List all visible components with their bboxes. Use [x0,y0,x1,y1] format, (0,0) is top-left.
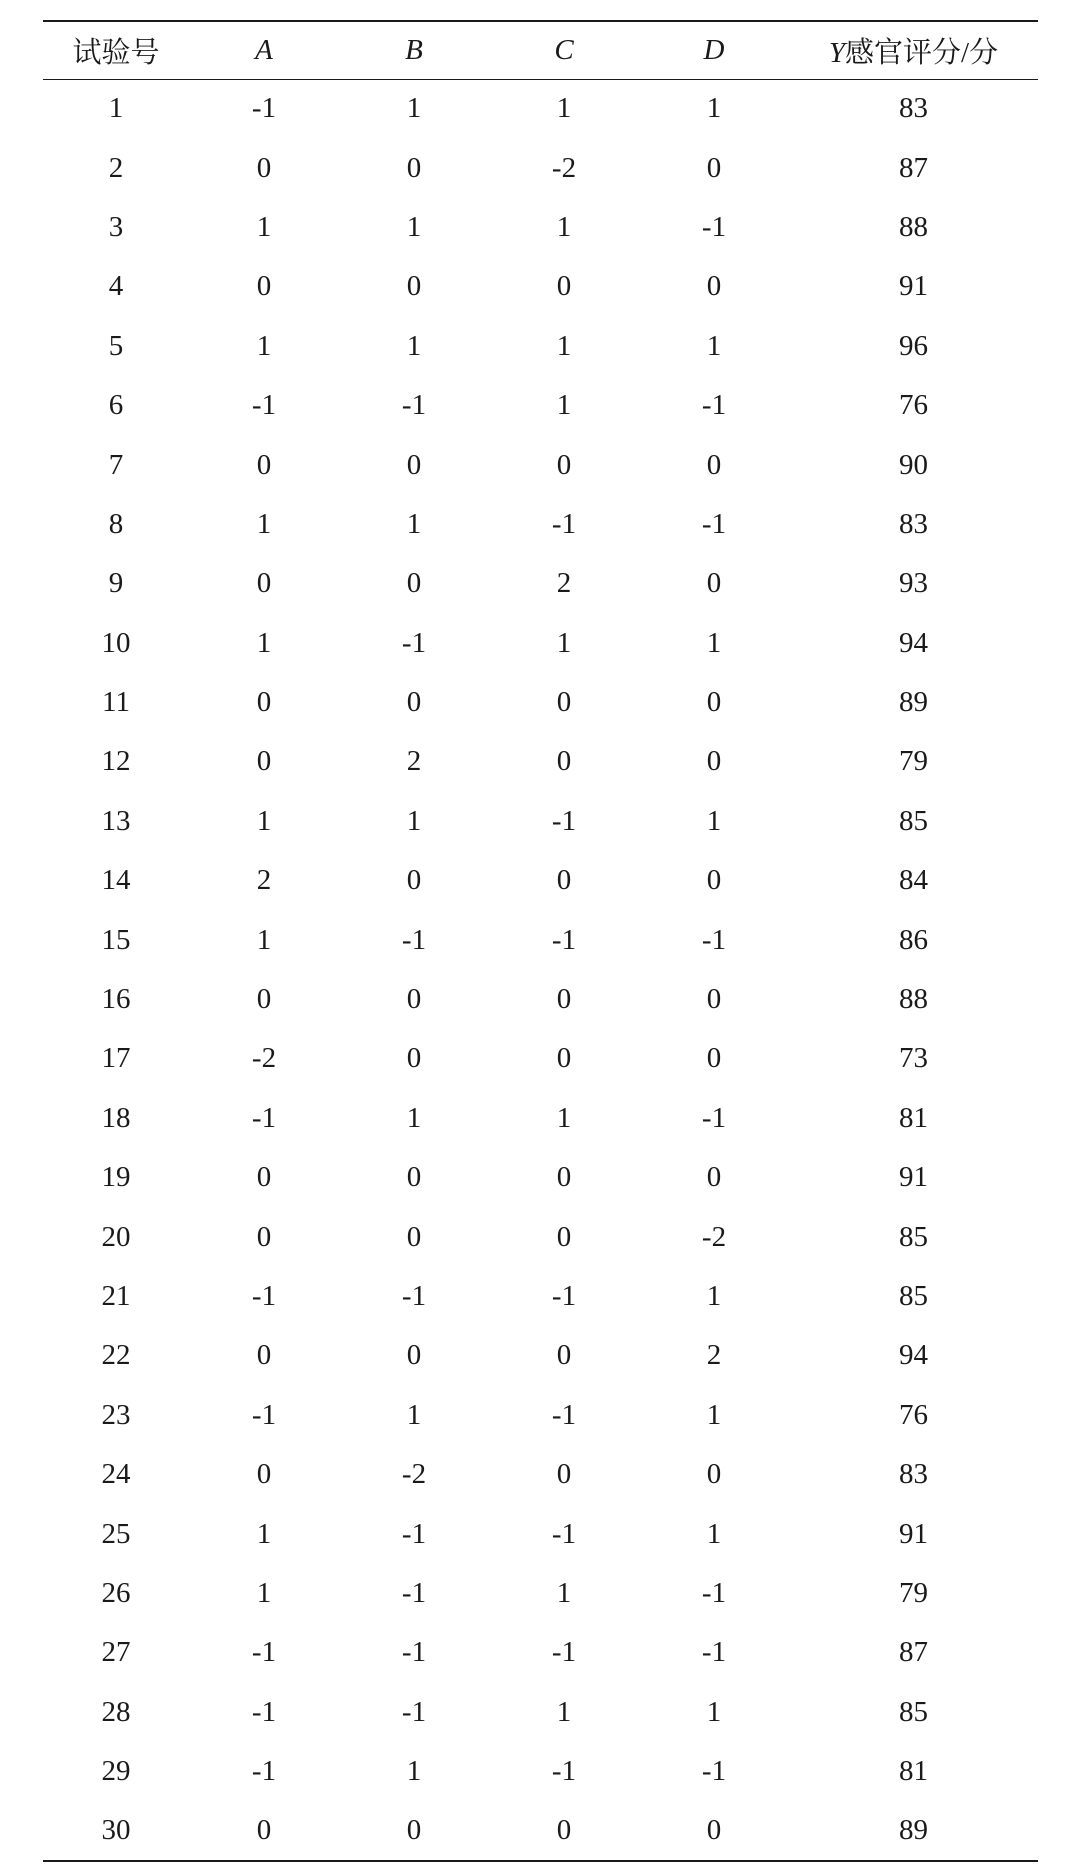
factor-b-cell: 0 [339,1801,489,1860]
trial-number-cell: 4 [108,270,124,303]
factor-b-cell: 0 [406,270,422,303]
factor-b-cell: -1 [401,1576,427,1609]
factor-b-cell: -1 [401,1517,427,1550]
factor-b-cell: 1 [406,1398,422,1431]
factor-b-cell: 1 [406,1755,422,1788]
trial-number-cell: 19 [101,1161,131,1194]
header-factor-b: B [339,21,489,79]
sensory-score-cell: 90 [899,448,928,481]
factor-a-cell: 1 [256,210,272,243]
sensory-score-cell: 87 [899,1636,928,1669]
header-y-label: 感官评分/分 [845,36,999,69]
factor-c-cell: -1 [551,1755,577,1788]
sensory-score-cell: 85 [899,1220,928,1253]
factor-d-cell: 0 [706,745,722,778]
factor-c-cell: -1 [551,923,577,956]
trial-number-cell: 9 [108,567,124,600]
table-row [43,1326,1038,1385]
factor-b-cell: -1 [401,1695,427,1728]
sensory-score-cell: 83 [899,92,928,125]
table-row [43,1801,1038,1860]
sensory-score-cell: 89 [899,686,928,719]
sensory-score-cell: 81 [899,1755,928,1788]
sensory-score-cell: 86 [899,923,928,956]
factor-d-cell: 1 [706,1280,722,1312]
factor-a-cell: -1 [251,1636,277,1669]
trial-number-cell: 22 [101,1339,131,1372]
factor-d-cell: 1 [706,329,722,362]
factor-b-cell: 0 [406,864,422,897]
table-row [43,970,1038,1029]
factor-d-cell: 0 [706,1161,722,1194]
factor-a-cell: 0 [256,448,272,481]
factor-b-cell: 0 [406,1042,422,1075]
table-row [43,1564,1038,1623]
factor-d-cell: 1 [706,1517,722,1550]
factor-c-cell: -1 [551,804,577,837]
trial-number-cell: 21 [101,1280,131,1312]
sensory-score-cell: 91 [899,270,928,303]
factor-c-cell: 0 [556,686,572,719]
factor-c-cell: 0 [556,983,572,1016]
table-header [43,21,1038,79]
sensory-score-cell: 91 [899,1161,928,1194]
table-row [43,614,1038,673]
sensory-score-cell: 76 [899,389,928,422]
header-row [43,21,1038,79]
factor-d-cell: 0 [706,1042,722,1075]
factor-a-cell: 1 [256,1517,272,1550]
factor-a-cell: -1 [251,1695,277,1728]
factor-c-cell: 1 [556,1576,572,1609]
trial-number-cell: 23 [101,1398,131,1431]
factor-a-cell: -1 [251,1398,277,1431]
factor-a-cell: 0 [256,567,272,600]
sensory-score-cell: 85 [899,804,928,837]
factor-a-cell: 1 [256,923,272,956]
factor-c-cell: 1 [556,92,572,125]
trial-number-cell: 16 [101,983,131,1016]
sensory-score-cell: 89 [789,1801,1038,1860]
factor-c-cell: -1 [551,1280,577,1312]
table-row [43,792,1038,851]
table-row [43,1207,1038,1266]
factor-b-cell: 1 [406,210,422,243]
factor-c-cell: 0 [556,864,572,897]
design-table-container [43,20,1038,1862]
factor-b-cell: 2 [406,745,422,778]
factor-d-cell: 0 [706,1458,722,1491]
factor-b-cell: 1 [406,1101,422,1134]
factor-c-cell: 0 [489,1801,639,1860]
table-row [43,79,1038,138]
factor-c-cell: 0 [556,1161,572,1194]
trial-number-cell: 8 [108,507,124,540]
factor-b-cell: -1 [401,389,427,422]
sensory-score-cell: 85 [899,1695,928,1728]
factor-d-cell: 0 [706,864,722,897]
factor-a-cell: -1 [251,92,277,125]
factor-a-cell: 0 [256,1458,272,1491]
factor-a-cell: 2 [256,864,272,897]
table-row [43,317,1038,376]
trial-number-cell: 17 [101,1042,131,1075]
table-row [43,732,1038,791]
factor-d-cell: -1 [701,923,727,956]
table-row [43,1742,1038,1801]
factor-d-cell: 0 [706,151,722,184]
factor-b-cell: 1 [406,329,422,362]
factor-d-cell: -1 [701,1636,727,1669]
trial-number-cell: 3 [108,210,124,243]
design-table [43,20,1038,1862]
factor-d-cell: 0 [706,448,722,481]
table-row [43,673,1038,732]
factor-a-cell: 0 [256,686,272,719]
factor-c-cell: 1 [556,329,572,362]
factor-a-cell: 0 [256,1220,272,1253]
factor-c-cell: 1 [556,1695,572,1728]
factor-a-cell: -1 [251,389,277,422]
factor-c-cell: 0 [556,1458,572,1491]
sensory-score-cell: 94 [899,626,928,659]
factor-d-cell: 0 [706,686,722,719]
table-row [43,1386,1038,1445]
factor-b-cell: 0 [406,151,422,184]
header-factor-a: A [189,21,339,79]
factor-a-cell: 1 [256,626,272,659]
table-row [43,910,1038,969]
sensory-score-cell: 87 [899,151,928,184]
factor-c-cell: -2 [551,151,577,184]
sensory-score-cell: 81 [899,1101,928,1134]
sensory-score-cell: 93 [899,567,928,600]
factor-b-cell: -1 [401,1280,427,1312]
trial-number-cell: 29 [101,1755,131,1788]
factor-d-cell: -1 [701,1755,727,1788]
factor-a-cell: -1 [251,1280,277,1312]
factor-c-cell: -1 [551,1636,577,1669]
factor-d-cell: 1 [706,1695,722,1728]
factor-c-cell: 0 [556,1220,572,1253]
factor-b-cell: 0 [406,1161,422,1194]
header-factor-d: D [639,21,789,79]
factor-d-cell: -1 [701,507,727,540]
factor-d-cell: -1 [701,1576,727,1609]
table-row [43,138,1038,197]
factor-d-cell: -1 [701,210,727,243]
table-body [43,79,1038,1861]
sensory-score-cell: 96 [899,329,928,362]
factor-b-cell: -2 [401,1458,427,1491]
table-row [43,1683,1038,1742]
factor-a-cell: 0 [256,151,272,184]
factor-a-cell: 0 [256,1161,272,1194]
sensory-score-cell: 83 [899,1458,928,1491]
factor-c-cell: 0 [556,270,572,303]
trial-number-cell: 15 [101,923,131,956]
table-row [43,435,1038,494]
sensory-score-cell: 79 [899,1576,928,1609]
factor-b-cell: 1 [406,92,422,125]
factor-d-cell: 0 [706,983,722,1016]
table-row [43,376,1038,435]
factor-c-cell: 0 [556,1042,572,1075]
factor-c-cell: 1 [556,389,572,422]
trial-number-cell: 12 [101,745,131,778]
trial-number-cell: 18 [101,1101,131,1134]
factor-b-cell: 1 [406,507,422,540]
factor-b-cell: -1 [401,1636,427,1669]
factor-c-cell: -1 [551,1398,577,1431]
header-trial-number: 试验号 [43,21,189,79]
trial-number-cell: 11 [102,686,130,719]
sensory-score-cell: 88 [899,210,928,243]
sensory-score-cell: 88 [899,983,928,1016]
factor-b-cell: 0 [406,1339,422,1372]
factor-a-cell: 1 [256,1576,272,1609]
factor-d-cell: 0 [706,567,722,600]
factor-b-cell: -1 [401,626,427,659]
trial-number-cell: 6 [108,389,124,422]
table-row [43,851,1038,910]
factor-d-cell: 2 [706,1339,722,1372]
factor-d-cell: -1 [701,389,727,422]
table-row [43,554,1038,613]
trial-number-cell: 14 [101,864,131,897]
header-sensory-score [789,21,1038,79]
factor-a-cell: -2 [251,1042,277,1075]
sensory-score-cell: 94 [899,1339,928,1372]
factor-a-cell: 1 [256,329,272,362]
trial-number-cell: 26 [101,1576,131,1609]
trial-number-cell: 5 [108,329,124,362]
trial-number-cell: 28 [101,1695,131,1728]
factor-c-cell: -1 [551,507,577,540]
factor-c-cell: 1 [556,626,572,659]
factor-d-cell: 1 [706,92,722,125]
header-factor-c: C [489,21,639,79]
factor-a-cell: 0 [256,983,272,1016]
table-row [43,1029,1038,1088]
trial-number-cell: 30 [43,1801,189,1860]
factor-a-cell: 1 [256,507,272,540]
factor-d-cell: 0 [639,1801,789,1860]
header-y-variable: Y [828,36,846,69]
factor-c-cell: 0 [556,448,572,481]
trial-number-cell: 20 [101,1220,131,1253]
trial-number-cell: 10 [101,626,131,659]
factor-c-cell: 0 [556,1339,572,1372]
trial-number-cell: 13 [101,804,131,837]
trial-number-cell: 2 [108,151,124,184]
table-row [43,198,1038,257]
factor-d-cell: 0 [706,270,722,303]
factor-c-cell: 2 [556,567,572,600]
table-row [43,257,1038,316]
factor-a-cell: 0 [256,745,272,778]
factor-b-cell: 0 [406,567,422,600]
factor-a-cell: 0 [256,1339,272,1372]
sensory-score-cell: 84 [899,864,928,897]
factor-b-cell: -1 [401,923,427,956]
factor-a-cell: -1 [251,1101,277,1134]
factor-b-cell: 0 [406,983,422,1016]
table-row [43,1445,1038,1504]
sensory-score-cell: 73 [899,1042,928,1075]
factor-c-cell: -1 [551,1517,577,1550]
trial-number-cell: 25 [101,1517,131,1550]
factor-c-cell: 1 [556,1101,572,1134]
factor-b-cell: 1 [406,804,422,837]
factor-c-cell: 0 [556,745,572,778]
factor-d-cell: 1 [706,1398,722,1431]
sensory-score-cell: 83 [899,507,928,540]
factor-b-cell: 0 [406,686,422,719]
factor-d-cell: -1 [701,1101,727,1134]
table-row [43,1089,1038,1148]
table-row [43,1504,1038,1563]
factor-a-cell: 0 [256,270,272,303]
factor-d-cell: 1 [706,626,722,659]
table-row [43,495,1038,554]
factor-a-cell: 0 [189,1801,339,1860]
factor-c-cell: 1 [556,210,572,243]
sensory-score-cell: 91 [899,1517,928,1550]
trial-number-cell: 7 [108,448,124,481]
table-row [43,1148,1038,1207]
sensory-score-cell: 76 [899,1398,928,1431]
factor-d-cell: -2 [701,1220,727,1253]
factor-b-cell: 0 [406,448,422,481]
sensory-score-cell: 85 [899,1280,928,1312]
factor-a-cell: -1 [251,1755,277,1788]
factor-a-cell: 1 [256,804,272,837]
factor-d-cell: 1 [706,804,722,837]
trial-number-cell: 1 [108,92,124,125]
factor-b-cell: 0 [406,1220,422,1253]
table-row [43,1267,1038,1326]
trial-number-cell: 27 [101,1636,131,1669]
trial-number-cell: 24 [101,1458,131,1491]
sensory-score-cell: 79 [899,745,928,778]
table-row [43,1623,1038,1682]
